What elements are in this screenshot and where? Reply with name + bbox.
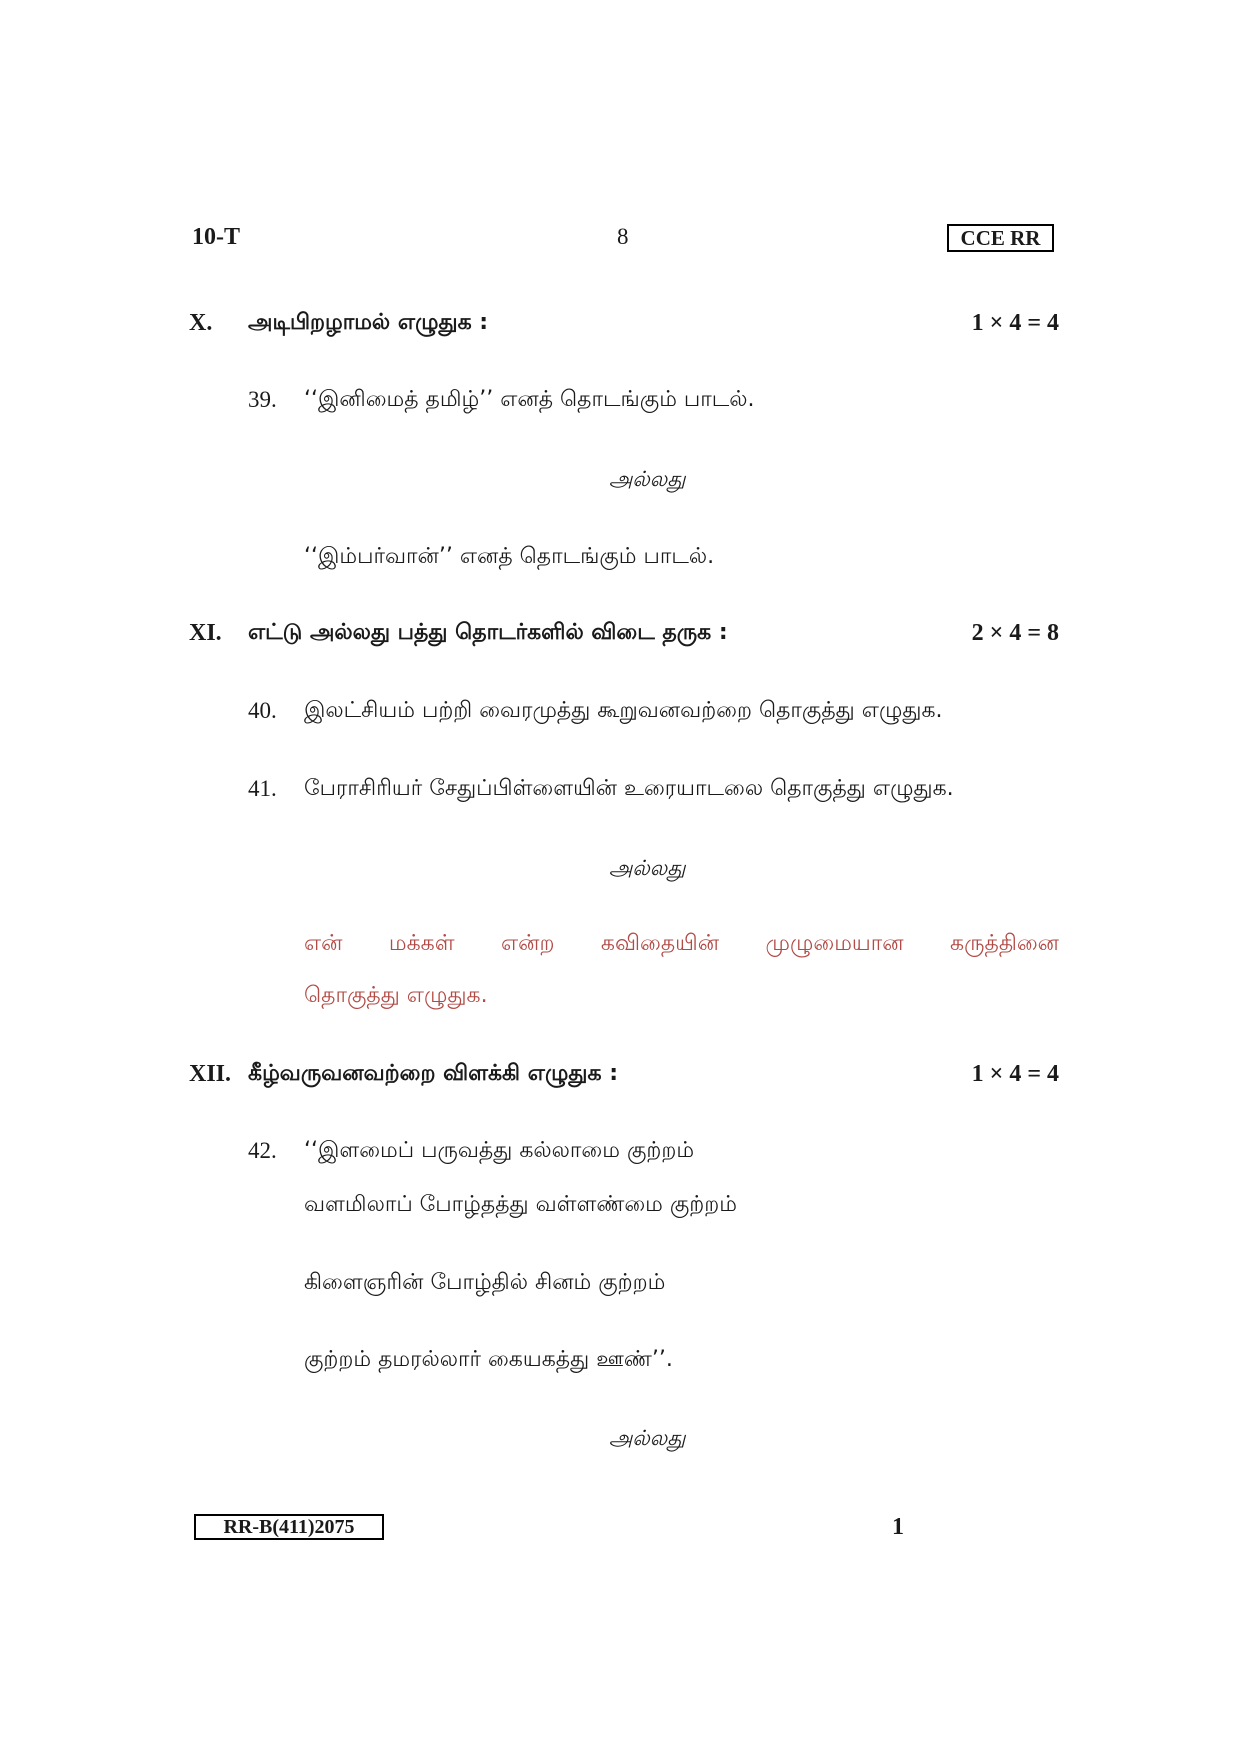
alternative-question-line: என் மக்கள் என்ற கவிதையின் முழுமையான கருத்தினை bbox=[304, 931, 1059, 956]
or-divider: அல்லது bbox=[609, 856, 686, 880]
section-instruction: அடிபிறழாமல் எழுதுக : bbox=[248, 310, 489, 335]
poem-line: வளமிலாப் போழ்தத்து வள்ளண்மை குற்றம் bbox=[304, 1192, 737, 1217]
section-numeral: XI. bbox=[189, 620, 222, 646]
or-divider: அல்லது bbox=[609, 467, 686, 491]
section-marks: 2 × 4 = 8 bbox=[971, 620, 1059, 646]
footer-page-number: 1 bbox=[892, 1514, 904, 1540]
poem-line: கிளைஞரின் போழ்தில் சினம் குற்றம் bbox=[304, 1270, 666, 1295]
question-number: 42. bbox=[248, 1138, 277, 1163]
question-number: 39. bbox=[248, 387, 277, 412]
section-instruction: எட்டு அல்லது பத்து தொடர்களில் விடை தருக : bbox=[248, 620, 728, 645]
question-text: ‘‘இனிமைத் தமிழ்’’ எனத் தொடங்கும் பாடல். bbox=[304, 387, 755, 412]
question-number: 40. bbox=[248, 698, 277, 723]
poem-line: ‘‘இளமைப் பருவத்து கல்லாமை குற்றம் bbox=[304, 1138, 695, 1163]
section-marks: 1 × 4 = 4 bbox=[971, 310, 1059, 336]
section-marks: 1 × 4 = 4 bbox=[971, 1061, 1059, 1087]
alternative-question-text: ‘‘இம்பர்வான்’’ எனத் தொடங்கும் பாடல். bbox=[304, 544, 715, 569]
page-number: 8 bbox=[617, 224, 629, 249]
alternative-question-line: தொகுத்து எழுதுக. bbox=[304, 983, 488, 1008]
section-instruction: கீழ்வருவனவற்றை விளக்கி எழுதுக : bbox=[248, 1061, 619, 1086]
paper-code: 10-T bbox=[192, 224, 240, 250]
question-text: பேராசிரியர் சேதுப்பிள்ளையின் உரையாடலை தொகுத்து எழுதுக. bbox=[304, 776, 954, 801]
question-text: இலட்சியம் பற்றி வைரமுத்து கூறுவனவற்றை தொகுத்து எழுதுக. bbox=[304, 698, 943, 723]
question-number: 41. bbox=[248, 776, 277, 801]
poem-line: குற்றம் தமரல்லார் கையகத்து ஊண்’’. bbox=[304, 1347, 673, 1372]
section-numeral: X. bbox=[189, 310, 213, 336]
footer-code-badge: RR-B(411)2075 bbox=[194, 1514, 384, 1540]
section-numeral: XII. bbox=[189, 1061, 232, 1087]
or-divider: அல்லது bbox=[609, 1426, 686, 1450]
series-badge: CCE RR bbox=[947, 224, 1054, 252]
